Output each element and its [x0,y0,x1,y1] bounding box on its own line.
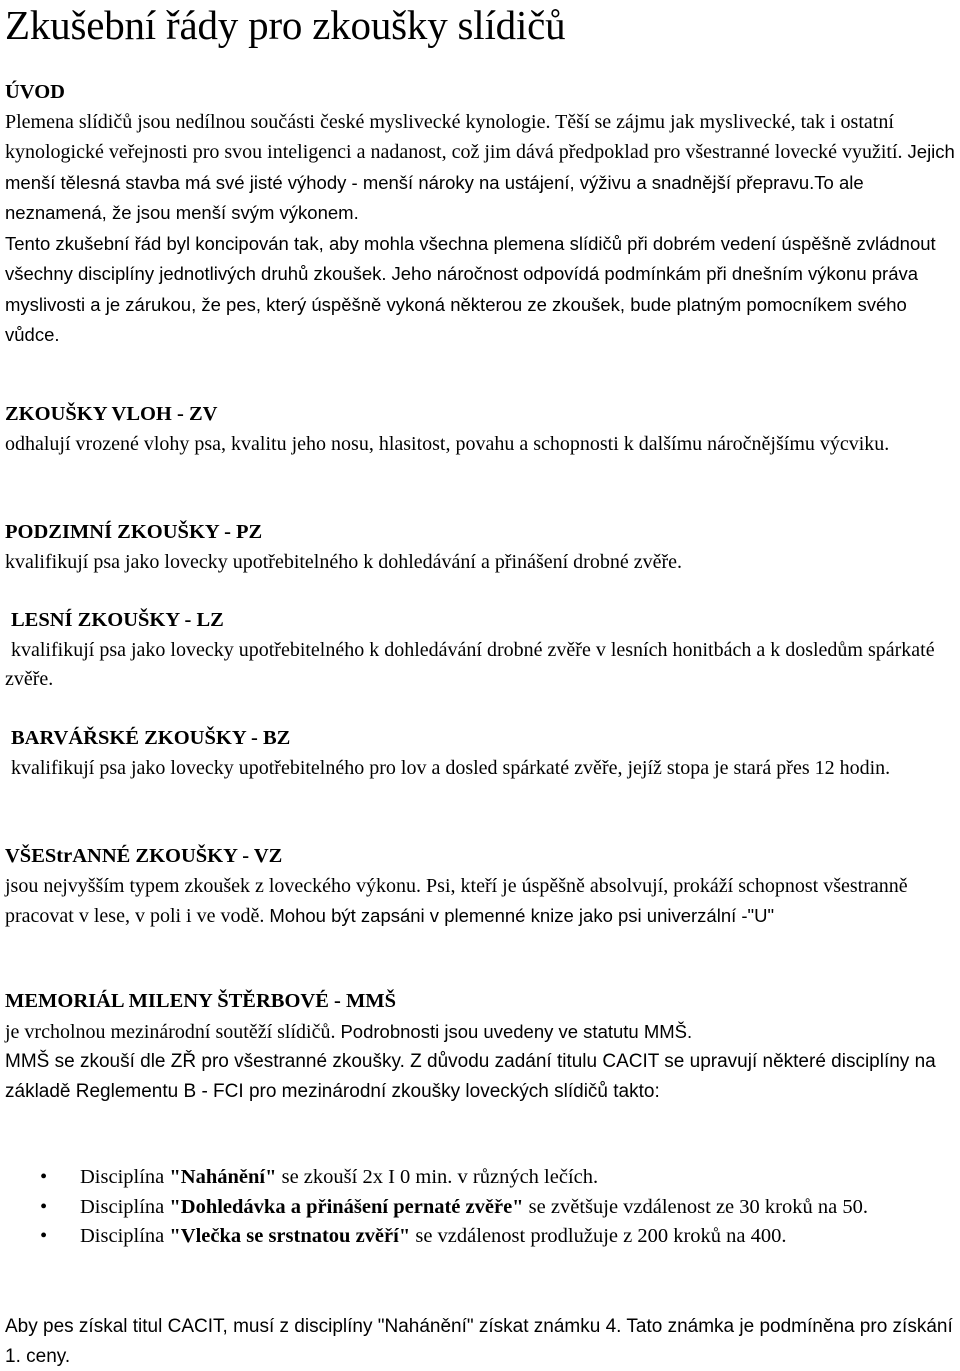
pz-heading: PODZIMNÍ ZKOUŠKY - PZ [5,521,263,543]
intro-text-2b: Jeho náročnost odpovídá podmínkám při dnešním výkonu práva myslivosti a je zárukou, že pes, který úspěšně vykoná některou ze zkoušek, bude platným pomocníkem svého vůdce. [5,263,919,345]
bz-text [5,754,957,784]
intro-text-1b: Jejich menší tělesná stavba má své jisté výhody - menší nároky na ustájení, výživu a snadnější přepravu. [5,141,955,193]
item-suffix: se zvětšuje vzdálenost ze 30 kroků na 50. [523,1195,868,1218]
bz-heading: BARVÁŘSKÉ ZKOUŠKY - BZ [11,727,291,749]
mms-closing-text: Aby pes získal titul CACIT, musí z disciplíny "Nahánění" získat známku 4. Tato známka je podmíněna pro získání 1. ceny. [5,1316,953,1367]
item-suffix: se vzdálenost prodlužuje z 200 kroků na 400. [410,1225,787,1247]
bz-section [5,724,957,783]
item-prefix: Disciplína [80,1225,170,1247]
mms-heading: MEMORIÁL MILENY ŠTĚRBOVÉ - MMŠ [5,990,397,1012]
vz-section [5,842,957,932]
item-suffix: se zkouší 2x I 0 min. v různých lečích. [276,1166,599,1188]
pz-text: kvalifikují psa jako lovecky upotřebitelného k dohledávání a přinášení drobné zvěře. [5,550,683,573]
item-prefix: Disciplína [80,1195,170,1218]
item-name: "Vlečka se srstnatou zvěří" [169,1225,411,1247]
pz-section [5,518,957,577]
zv-section [5,400,957,459]
bullet-icon: • [40,1195,48,1218]
list-item [5,1193,957,1223]
mms-line-1a: je vrcholnou mezinárodní soutěží slídičů. [5,1020,336,1043]
mms-line-2-text: MMŠ se zkouší dle ZŘ pro všestranné zkoušky. Z důvodu zadání titulu CACIT se upravují některé disciplíny na základě Reglementu B - FCI pro mezinárodní zkoušky loveckých slídičů takto: [5,1051,936,1102]
bz-text-body: kvalifikují psa jako lovecky upotřebitelného pro lov a dosled spárkaté zvěře, jejíž stopa je stará přes 12 hodin. [11,756,891,779]
mms-line-1b: Podrobnosti jsou uvedeny ve statutu MMŠ. [340,1020,693,1042]
mms-closing [5,1312,957,1371]
intro-paragraph-2 [5,229,957,351]
intro-heading: ÚVOD [5,81,65,103]
intro-text-1c: To ale neznamená, že jsou menší svým výkonem. [5,171,864,223]
intro-text-1a: Plemena slídičů jsou nedílnou součásti české myslivecké kynologie. Těší se zájmu jak myslivecké, tak i ostatní kynologické veřejnosti pro svou inteligenci a nadanost, což jim dává předpoklad pro všestranné lovecké využití. [5,110,903,163]
lz-section [5,606,957,695]
vz-heading: VŠEStrANNÉ ZKOUŠKY - VZ [5,845,283,867]
lz-text-body: kvalifikují psa jako lovecky upotřebitelného k dohledávání drobné zvěře v lesních honitbách a k dosledům spárkaté zvěře. [5,638,935,690]
mms-section [5,987,957,1106]
vz-text-b: Mohou být zapsáni v plemenné knize jako psi univerzální -"U" [269,905,775,926]
mms-discipline-list [5,1163,957,1252]
zv-heading: ZKOUŠKY VLOH - ZV [5,403,218,425]
intro-paragraph-1 [5,108,957,229]
lz-text [5,636,957,695]
intro-section [5,78,957,351]
mms-line-2 [5,1047,957,1106]
vz-text [5,872,957,932]
item-name: "Nahánění" [169,1166,277,1188]
zv-text: odhalují vrozené vlohy psa, kvalitu jeho nosu, hlasitost, povahu a schopnosti k dalšímu náročnějšímu výcviku. [5,432,890,455]
mms-line-1 [5,1017,957,1048]
item-name: "Dohledávka a přinášení pernaté zvěře" [169,1195,524,1218]
list-item [5,1163,957,1193]
vz-text-a: jsou nejvyšším typem zkoušek z loveckého výkonu. Psi, kteří je úspěšně absolvují, prokáží schopnost všestranně pracovat v lese, v poli i ve vodě. [5,874,908,927]
list-item [5,1222,957,1252]
bullet-icon: • [40,1166,48,1188]
page-title: Zkušební řády pro zkoušky slídičů [5,2,566,48]
document-page [5,0,957,1367]
intro-text-2a: Tento zkušební řád byl koncipován tak, aby mohla všechna plemena slídičů při dobrém vedení úspěšně zvládnout všechny disciplíny jednotlivých druhů zkoušek. [5,232,936,284]
item-prefix: Disciplína [80,1166,170,1188]
bullet-icon: • [40,1225,48,1247]
lz-heading: LESNÍ ZKOUŠKY - LZ [11,609,224,631]
